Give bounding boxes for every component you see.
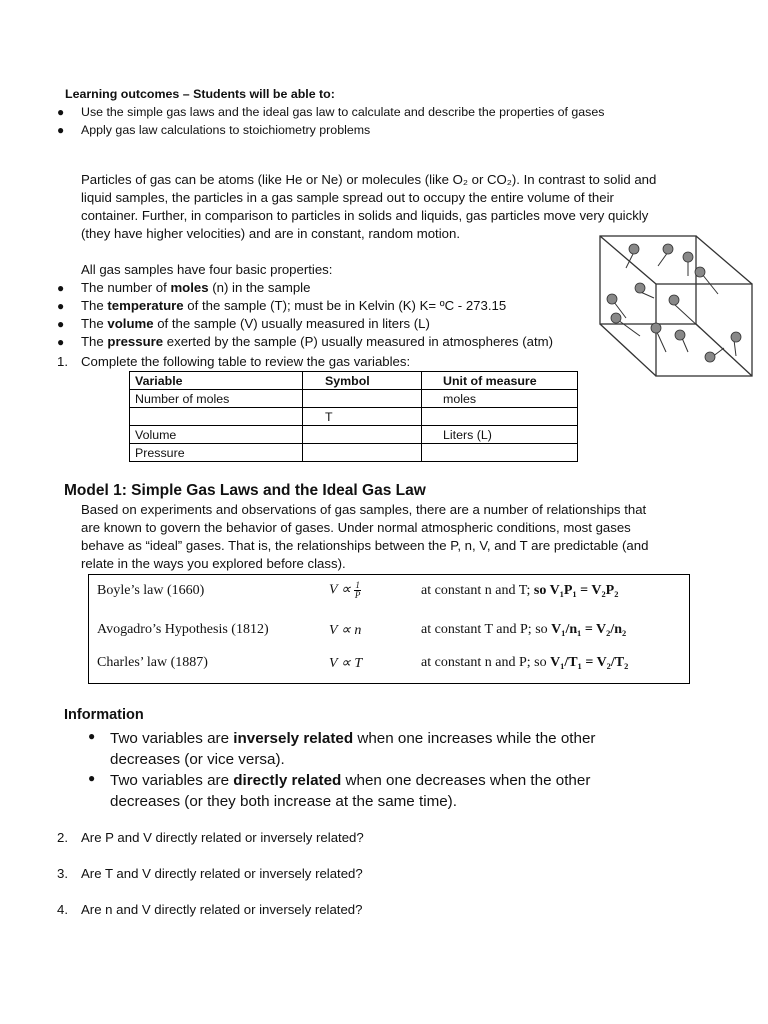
model-line: are known to govern the behavior of gases. Under normal atmospheric conditions, most gases <box>81 520 631 535</box>
table-row <box>130 444 578 462</box>
gas-variables-table <box>129 371 578 462</box>
bullet-icon: ● <box>57 123 65 137</box>
table-cell: T <box>303 408 422 426</box>
table-cell: Volume <box>130 426 303 444</box>
intro-line: Particles of gas can be atoms (like He or Ne) or molecules (like O₂ or CO₂). In contrast to solid and <box>81 172 657 187</box>
law-relation: V ∝ $\frac{1}{P}$ <box>329 580 361 600</box>
model-title: Model 1: Simple Gas Laws and the Ideal Gas Law <box>64 482 426 499</box>
model-line: behave as “ideal” gases. That is, the relationships between the P, n, V, and T are predictable (and <box>81 538 649 553</box>
question-number: 1. <box>57 354 68 369</box>
outcome-item: Use the simple gas laws and the ideal gas law to calculate and describe the properties of gases <box>81 105 605 119</box>
question-text: Are P and V directly related or inversely related? <box>81 830 364 845</box>
bullet-icon: ● <box>57 105 65 119</box>
table-cell[interactable] <box>303 444 422 462</box>
gas-particles-box-illustration <box>596 232 756 382</box>
question-text: Complete the following table to review the gas variables: <box>81 354 411 369</box>
table-cell[interactable] <box>422 444 578 462</box>
table-header: Symbol <box>303 372 422 390</box>
question-text: Are T and V directly related or inversely related? <box>81 866 363 881</box>
fraction: $\frac{1}{P}$ <box>354 580 361 600</box>
question-text: Are n and V directly related or inversely related? <box>81 902 363 917</box>
table-cell: Number of moles <box>130 390 303 408</box>
bullet-icon: ● <box>57 299 65 313</box>
table-cell[interactable] <box>422 408 578 426</box>
question-number: 3. <box>57 866 68 881</box>
law-name: Boyle’s law (1660) <box>97 583 205 598</box>
bullet-icon: ● <box>57 281 65 295</box>
law-relation: V ∝ n <box>329 623 362 638</box>
property-item: The number of moles (n) in the sample <box>81 280 311 295</box>
table-cell: moles <box>422 390 578 408</box>
property-item: The volume of the sample (V) usually measured in liters (L) <box>81 316 430 331</box>
model-line: relate in the ways you explored before class). <box>81 556 346 571</box>
law-name: Avogadro’s Hypothesis (1812) <box>97 622 269 637</box>
law-condition: at constant n and T; so V₁P₁ = V₂P₂ <box>421 583 619 598</box>
question-number: 4. <box>57 902 68 917</box>
question-number: 2. <box>57 830 68 845</box>
intro-line: container. Further, in comparison to particles in solids and liquids, gas particles move very quickly <box>81 208 649 223</box>
information-item: Two variables are inversely related when one increases while the other <box>110 730 596 747</box>
information-heading: Information <box>64 707 144 723</box>
properties-intro: All gas samples have four basic properties: <box>81 262 333 277</box>
law-condition: at constant n and P; so V₁/T₁ = V₂/T₂ <box>421 655 629 670</box>
table-header-row <box>130 372 578 390</box>
table-cell[interactable] <box>303 426 422 444</box>
table-row <box>130 390 578 408</box>
property-item: The pressure exerted by the sample (P) usually measured in atmospheres (atm) <box>81 334 554 349</box>
table-cell[interactable] <box>130 408 303 426</box>
gas-laws-box <box>88 574 690 684</box>
intro-line: liquid samples, the particles in a gas sample spread out to occupy the entire volume of their <box>81 190 614 205</box>
bullet-icon: ● <box>57 317 65 331</box>
information-item-cont: decreases (or vice versa). <box>110 751 285 768</box>
table-cell[interactable] <box>303 390 422 408</box>
table-row <box>130 426 578 444</box>
law-name: Charles’ law (1887) <box>97 655 208 670</box>
law-condition: at constant T and P; so V₁/n₁ = V₂/n₂ <box>421 622 627 637</box>
information-item-cont: decreases (or they both increase at the same time). <box>110 793 457 810</box>
outcome-item: Apply gas law calculations to stoichiometry problems <box>81 123 371 137</box>
bullet-icon: ● <box>88 771 96 785</box>
outcomes-heading: Learning outcomes – Students will be able to: <box>65 87 335 101</box>
table-header: Unit of measure <box>422 372 578 390</box>
property-item: The temperature of the sample (T); must be in Kelvin (K) K= ºC - 273.15 <box>81 298 507 313</box>
table-header: Variable <box>130 372 303 390</box>
bullet-icon: ● <box>57 335 65 349</box>
table-cell: Liters (L) <box>422 426 578 444</box>
law-relation: V ∝ T <box>329 656 363 671</box>
table-row <box>130 408 578 426</box>
model-line: Based on experiments and observations of gas samples, there are a number of relationships that <box>81 502 647 517</box>
bullet-icon: ● <box>88 729 96 743</box>
intro-line: (they have higher velocities) and are in constant, random motion. <box>81 226 460 241</box>
information-item: Two variables are directly related when one decreases when the other <box>110 772 591 789</box>
table-cell: Pressure <box>130 444 303 462</box>
